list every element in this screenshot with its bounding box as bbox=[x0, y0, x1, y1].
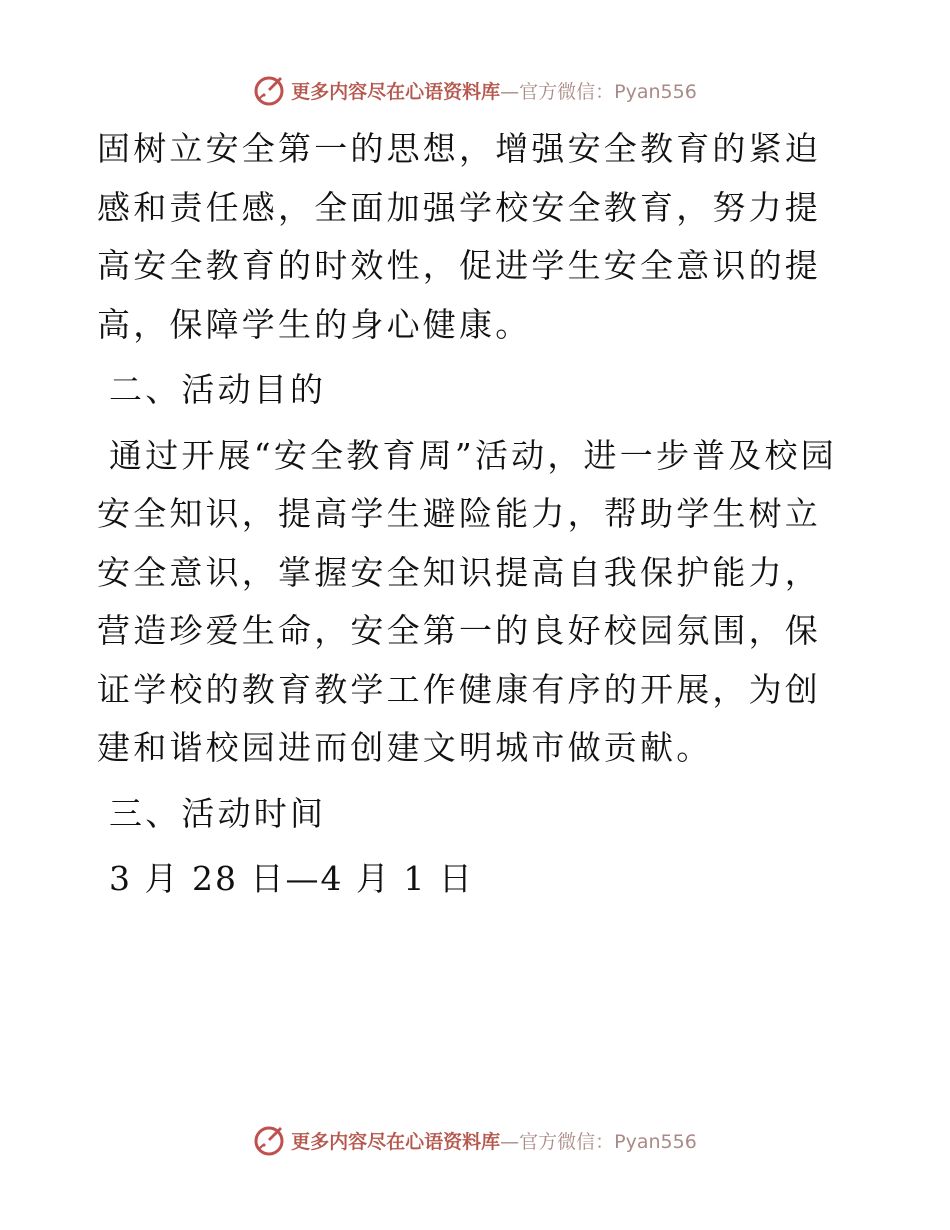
banner-wechat-text: —官方微信：Pyan556 bbox=[500, 1130, 697, 1153]
banner-main-text: 更多内容尽在心语资料库 bbox=[291, 80, 501, 103]
paragraph-purpose-first-line: 通过开展“安全教育周”活动，进一步普及校园 bbox=[109, 435, 837, 475]
footer-banner bbox=[0, 1120, 950, 1160]
pen-logo-icon bbox=[253, 73, 287, 107]
banner-wechat-text: —官方微信：Pyan556 bbox=[500, 80, 697, 103]
section-heading-time: 三、活动时间 bbox=[109, 793, 327, 833]
section-heading-purpose: 二、活动目的 bbox=[109, 370, 327, 409]
activity-date-range: 3 月 28 日—4 月 1 日 bbox=[109, 859, 474, 898]
header-banner bbox=[0, 70, 950, 110]
pen-logo-icon bbox=[253, 1123, 287, 1157]
paragraph-purpose-body: 安全知识，提高学生避险能力，帮助学生树立安全意识，掌握安全知识提高自我保护能力，营造珍爱生命，安全第一的良好校园氛围，保证学校的教育教学工作健康有序的开展，为创建和谐校园进而创建文明城市做贡献。 bbox=[97, 494, 821, 767]
paragraph-intro-continued: 固树立安全第一的思想，增强安全教育的紧迫感和责任感，全面加强学校安全教育，努力提高安全教育的时效性，促进学生安全意识的提高，保障学生的身心健康。 bbox=[97, 129, 821, 344]
paragraph-purpose bbox=[97, 427, 857, 778]
banner-main-text: 更多内容尽在心语资料库 bbox=[291, 1130, 501, 1153]
document-body bbox=[97, 120, 857, 916]
